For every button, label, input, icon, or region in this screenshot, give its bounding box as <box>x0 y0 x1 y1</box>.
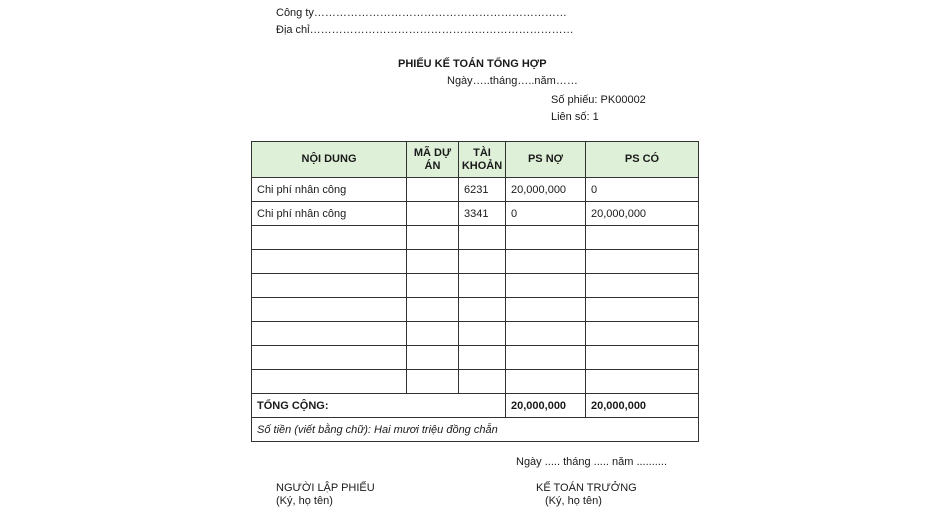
document-title: PHIẾU KẾ TOÁN TỔNG HỢP <box>398 58 547 70</box>
cell-project-code <box>407 202 459 226</box>
table-row <box>252 370 699 394</box>
company-line: Công ty…………………………………………………………… <box>276 7 567 19</box>
cell-content <box>252 274 407 298</box>
cell-content <box>252 250 407 274</box>
address-line: Địa chỉ……………………………………………………………… <box>276 24 574 36</box>
cell-account <box>459 226 506 250</box>
cell-content <box>252 226 407 250</box>
preparer-title: NGƯỜI LẬP PHIẾU <box>276 482 375 494</box>
cell-project-code <box>407 346 459 370</box>
table-row <box>252 178 699 202</box>
total-row <box>252 394 699 418</box>
cell-account: 6231 <box>459 178 506 202</box>
cell-credit <box>586 298 699 322</box>
cell-account <box>459 370 506 394</box>
cell-credit: 0 <box>586 178 699 202</box>
cell-debit <box>506 274 586 298</box>
table-row <box>252 250 699 274</box>
cell-debit <box>506 346 586 370</box>
cell-debit <box>506 298 586 322</box>
chief-accountant-title: KẾ TOÁN TRƯỞNG <box>536 482 637 494</box>
cell-credit <box>586 322 699 346</box>
table-row <box>252 274 699 298</box>
total-credit: 20,000,000 <box>586 394 699 418</box>
cell-content <box>252 298 407 322</box>
cell-project-code <box>407 250 459 274</box>
cell-content <box>252 322 407 346</box>
cell-credit <box>586 370 699 394</box>
copy-number: Liên số: 1 <box>551 111 599 123</box>
cell-debit: 0 <box>506 202 586 226</box>
table-row <box>252 322 699 346</box>
cell-credit <box>586 274 699 298</box>
table-row <box>252 346 699 370</box>
cell-account: 3341 <box>459 202 506 226</box>
table-header-row <box>252 142 699 178</box>
col-header-credit: PS CÓ <box>586 142 699 178</box>
cell-debit <box>506 370 586 394</box>
cell-content: Chi phí nhân công <box>252 178 407 202</box>
table-row <box>252 298 699 322</box>
cell-account <box>459 346 506 370</box>
col-header-account: TÀI KHOẢN <box>459 142 506 178</box>
cell-account <box>459 298 506 322</box>
cell-project-code <box>407 226 459 250</box>
cell-content <box>252 346 407 370</box>
cell-credit <box>586 346 699 370</box>
cell-content <box>252 370 407 394</box>
chief-accountant-sign-note: (Ký, họ tên) <box>545 495 602 507</box>
table-row <box>252 226 699 250</box>
cell-debit: 20,000,000 <box>506 178 586 202</box>
cell-account <box>459 322 506 346</box>
table-row <box>252 202 699 226</box>
cell-project-code <box>407 274 459 298</box>
cell-account <box>459 274 506 298</box>
amount-words-row <box>252 418 699 442</box>
cell-project-code <box>407 370 459 394</box>
voucher-table <box>251 141 699 442</box>
cell-debit <box>506 226 586 250</box>
cell-account <box>459 250 506 274</box>
preparer-sign-note: (Ký, họ tên) <box>276 495 333 507</box>
col-header-content: NỘI DUNG <box>252 142 407 178</box>
col-header-project-code: MÃ DỰ ÁN <box>407 142 459 178</box>
cell-project-code <box>407 298 459 322</box>
cell-credit <box>586 250 699 274</box>
cell-project-code <box>407 322 459 346</box>
voucher-number: Số phiếu: PK00002 <box>551 94 646 106</box>
date-line: Ngày…..tháng…..năm…… <box>447 75 578 87</box>
cell-project-code <box>407 178 459 202</box>
amount-in-words: Số tiền (viết bằng chữ): Hai mươi triệu đồng chẵn <box>252 418 699 442</box>
total-debit: 20,000,000 <box>506 394 586 418</box>
cell-credit: 20,000,000 <box>586 202 699 226</box>
cell-content: Chi phí nhân công <box>252 202 407 226</box>
cell-debit <box>506 250 586 274</box>
col-header-debit: PS NỢ <box>506 142 586 178</box>
footer-date-line: Ngày ..... tháng ..... năm .......... <box>516 456 668 468</box>
cell-credit <box>586 226 699 250</box>
cell-debit <box>506 322 586 346</box>
total-label: TỔNG CỘNG: <box>252 394 506 418</box>
